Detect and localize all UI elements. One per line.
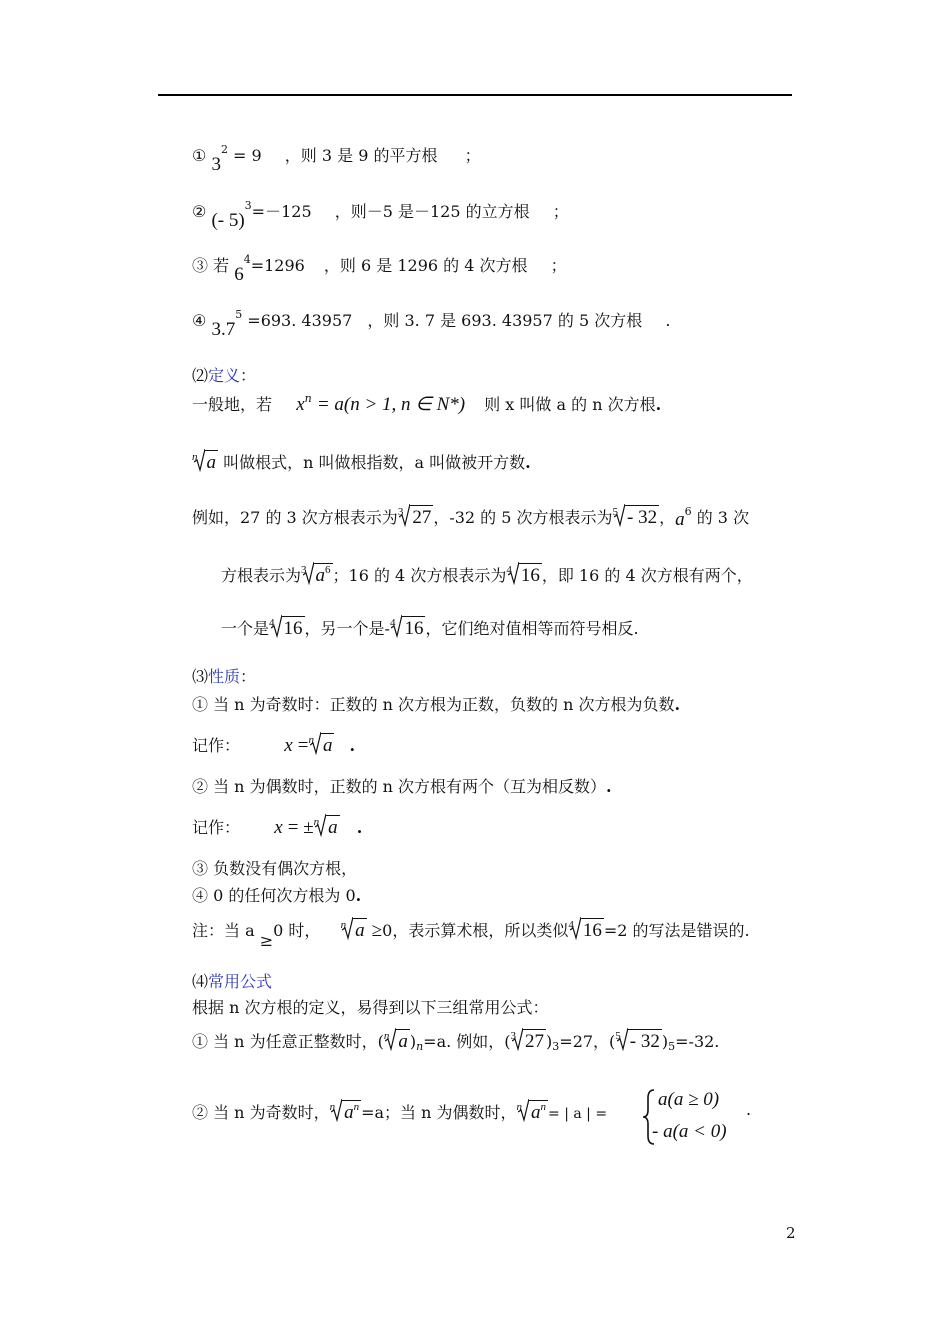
formula-one: ① 当 n 为任意正整数时，($^n$ a )n=a. 例如，($^3$ 27 )3=27，($^5$ - 32 )5=-32. bbox=[192, 1030, 720, 1053]
header-rule bbox=[158, 94, 792, 96]
property-note: 注：当 a ≥0 时， $^n$ a ≥0，表示算术根，所以类似$^4$ 16 =2 的写法是错误的. bbox=[192, 919, 750, 950]
section-definition-heading: ⑵定义： bbox=[192, 366, 257, 385]
example-fifth-root: ④ $3.7^5 =693$. 43957 ，则 3. 7 是 693. 43957 的 5 次方根 . bbox=[192, 308, 671, 340]
property-even-formula: 记作： x = ±$^n$ a . bbox=[192, 816, 363, 838]
property-odd: ① 当 n 为奇数时：正数的 n 次方根为正数，负数的 n 次方根为负数. bbox=[192, 695, 681, 714]
section-properties-heading: ⑶性质： bbox=[192, 667, 257, 686]
definition-example-line3: 一个是$^4$ 16 ，另一个是-$^4$ 16 ，它们绝对值相等而符号相反. bbox=[221, 617, 639, 639]
example-square-root: ① $3^2 = 9$ ，则 3 是 9 的平方根 ； bbox=[192, 143, 481, 175]
formula-two-end: . bbox=[746, 1100, 752, 1119]
radical-symbol: a bbox=[194, 450, 219, 473]
property-negative: ③ 负数没有偶次方根， bbox=[192, 859, 358, 878]
formula-two: ② 当 n 为奇数时，$^n$ $a^n =a$；当 n 为偶数时，$^n$ $a^n$ = | a | = bbox=[192, 1101, 608, 1123]
property-odd-formula: 记作： x =$^n$ a . bbox=[192, 734, 356, 756]
piecewise-case-neg: - a(a < 0) bbox=[652, 1121, 727, 1142]
page-number: 2 bbox=[786, 1224, 796, 1242]
piecewise-case-nonneg: a(a ≥ 0) bbox=[658, 1089, 720, 1110]
property-even: ② 当 n 为偶数时，正数的 n 次方根有两个（互为相反数）. bbox=[192, 777, 612, 796]
formulas-intro: 根据 n 次方根的定义，易得到以下三组常用公式： bbox=[192, 998, 549, 1017]
definition-example-line2: 方根表示为$^3$ $a^6$ ；16 的 4 次方根表示为$^4$ 16 ，即 16 的 4 次方根有两个， bbox=[221, 564, 753, 586]
radical-definition: $^n$ a 叫做根式，n 叫做根指数，a 叫做被开方数. bbox=[192, 451, 531, 473]
definition-statement: 一般地，若 $x^n = a(n > 1$, n ∈ N*) 则 x 叫做 a 的 n 次方根. bbox=[192, 392, 662, 415]
example-cube-root: ② (- 5)$^3$=－125 ，则－5 是－125 的立方根 ； bbox=[192, 199, 569, 231]
definition-example-line1: 例如，27 的 3 次方根表示为$^3$ 27 ，-32 的 5 次方根表示为$^5$ - 32 ，$a^6$ 的 3 次 bbox=[192, 505, 750, 530]
property-zero: ④ 0 的任何次方根为 0. bbox=[192, 886, 362, 905]
section-formulas-heading: ⑷常用公式 bbox=[192, 972, 273, 991]
example-fourth-root: ③ 若 $6^4=1296$ ，则 6 是 1296 的 4 次方根 ； bbox=[192, 253, 567, 285]
